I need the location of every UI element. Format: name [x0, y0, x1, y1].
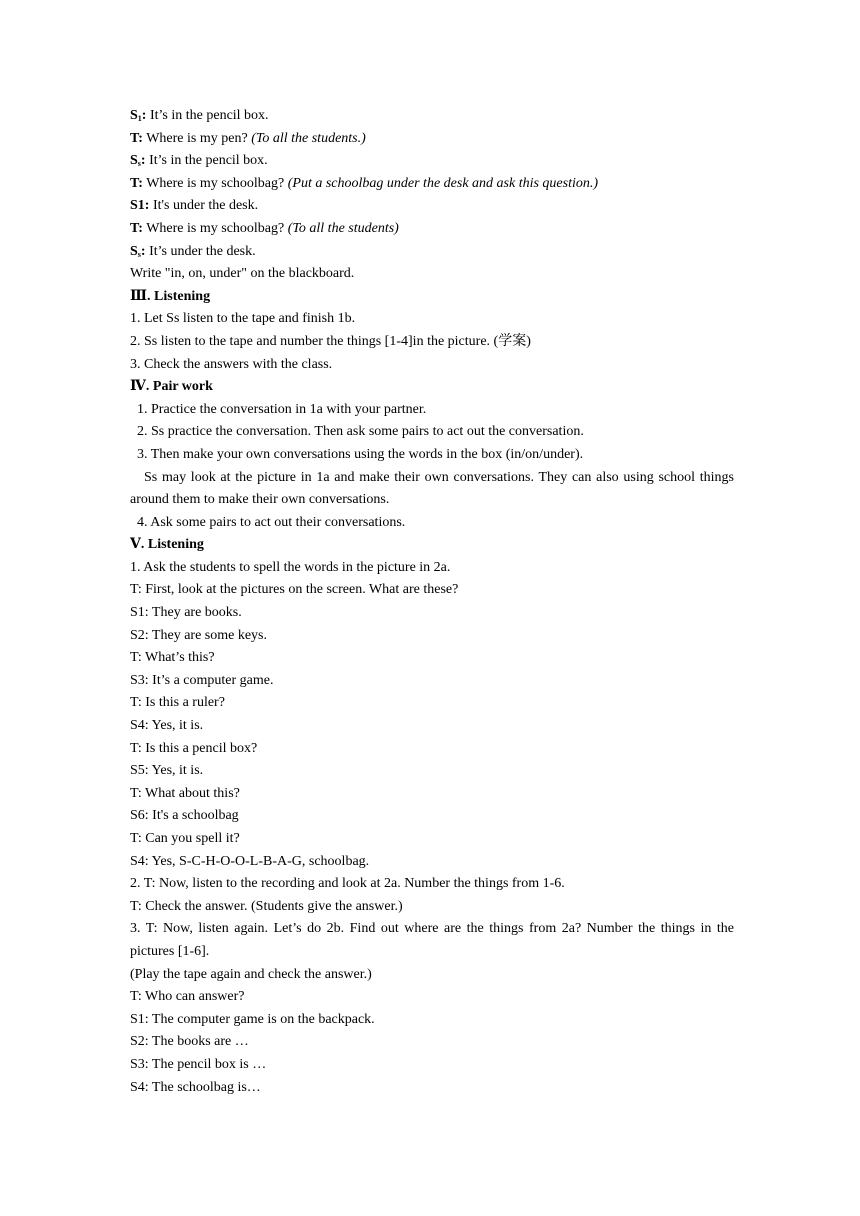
document-body — [130, 105, 734, 1099]
dialogue-line — [130, 173, 734, 196]
utterance: It’s under the desk. — [145, 243, 256, 259]
dialogue-line: S2: The books are … — [130, 1034, 249, 1050]
dialogue-line — [130, 195, 734, 218]
dialogue-line: S4: Yes, S-C-H-O-O-L-B-A-G, schoolbag. — [130, 853, 370, 869]
dialogue-line: S4: The schoolbag is… — [130, 1079, 261, 1095]
paragraph: Ss may look at the picture in 1a and make their own conversations. They can also using school things around them to make their own conversations. — [130, 469, 734, 508]
utterance: It’s in the pencil box. — [146, 108, 269, 123]
dialogue-line: S1: The computer game is on the backpack. — [130, 1011, 375, 1027]
dialogue-line: T: What’s this? — [130, 650, 215, 666]
dialogue-line: S1: They are books. — [130, 605, 242, 621]
utterance: Where is my schoolbag? — [142, 175, 288, 191]
dialogue-line: T: First, look at the pictures on the screen. What are these? — [130, 582, 459, 598]
blackboard-instruction: Write "in, on, under" on the blackboard. — [130, 266, 355, 282]
dialogue-line: T: Check the answer. (Students give the answer.) — [130, 898, 403, 914]
dialogue-line: S4: Yes, it is. — [130, 718, 204, 734]
dialogue-line — [130, 105, 734, 128]
utterance: It’s in the pencil box. — [145, 153, 268, 169]
list-item: 1. Practice the conversation in 1a with your partner. — [137, 401, 427, 417]
list-item: 3. T: Now, listen again. Let’s do 2b. Find out where are the things from 2a? Number the things in the pictures [1-6]. — [130, 921, 734, 959]
list-item: 3. Then make your own conversations using the words in the box (in/on/under). — [137, 446, 584, 462]
dialogue-line — [130, 150, 734, 173]
dialogue-line: T: Who can answer? — [130, 989, 245, 1005]
dialogue-line: S3: The pencil box is … — [130, 1056, 267, 1072]
stage-note: (To all the students) — [287, 220, 399, 236]
dialogue-line — [130, 128, 734, 151]
dialogue-line: S6: It's a schoolbag — [130, 808, 239, 824]
stage-note: (To all the students.) — [251, 130, 366, 146]
speaker: T: — [130, 220, 143, 236]
dialogue-line: T: Is this a ruler? — [130, 695, 225, 711]
list-item: 4. Ask some pairs to act out their conversations. — [137, 514, 406, 530]
list-item: 2. T: Now, listen to the recording and look at 2a. Number the things from 1-6. — [130, 876, 565, 892]
stage-note: (Put a schoolbag under the desk and ask this question.) — [287, 175, 599, 191]
speaker: $S_1$: — [130, 108, 147, 123]
section-heading-listening: Ⅲ. Listening — [130, 288, 211, 304]
dialogue-line: S2: They are some keys. — [130, 627, 267, 643]
list-item: 2. Ss practice the conversation. Then ask some pairs to act out the conversation. — [137, 424, 584, 440]
dialogue-line — [130, 241, 734, 264]
dialogue-line: S5: Yes, it is. — [130, 763, 204, 779]
list-item: 1. Let Ss listen to the tape and finish 1b. — [130, 311, 356, 327]
speaker: S1: — [130, 198, 150, 214]
utterance: Where is my schoolbag? — [142, 220, 288, 236]
list-item: 2. Ss listen to the tape and number the things [1-4]in the picture. (学案) — [130, 333, 531, 349]
speaker: T: — [130, 130, 143, 146]
speaker: $S_s$: — [130, 243, 146, 259]
speaker: T: — [130, 175, 143, 191]
section-heading-pair-work: Ⅳ. Pair work — [130, 379, 213, 395]
dialogue-line: T: Can you spell it? — [130, 831, 240, 846]
dialogue-line — [130, 218, 734, 241]
list-item: 1. Ask the students to spell the words in the picture in 2a. — [130, 559, 451, 575]
utterance: It's under the desk. — [149, 198, 259, 214]
dialogue-line: T: What about this? — [130, 785, 240, 801]
speaker: $S_s$: — [130, 153, 146, 169]
dialogue-line: (Play the tape again and check the answer.) — [130, 966, 372, 982]
dialogue-line: S3: It’s a computer game. — [130, 672, 274, 688]
list-item: 3. Check the answers with the class. — [130, 356, 333, 372]
dialogue-line: T: Is this a pencil box? — [130, 740, 258, 756]
section-heading-listening-2: Ⅴ. Listening — [130, 537, 204, 553]
utterance: Where is my pen? — [142, 130, 252, 146]
